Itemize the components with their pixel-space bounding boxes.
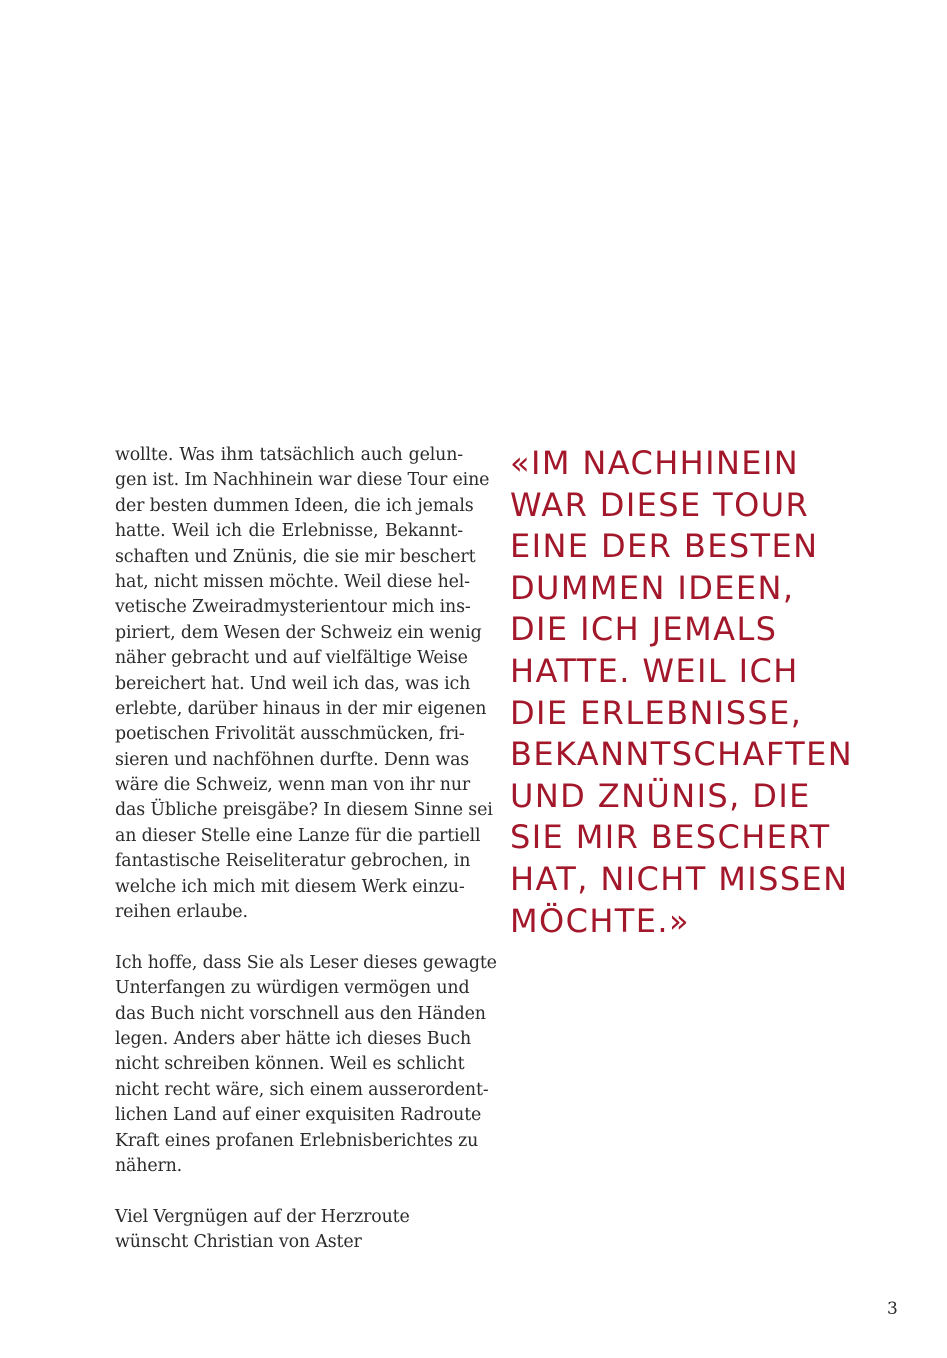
pull-quote-line: DIE ICH JEMALS <box>510 610 778 649</box>
paragraph-spacer <box>115 1179 463 1204</box>
text-line: wäre die Schweiz, wenn man von ihr nur <box>115 775 471 796</box>
paragraph-1 <box>115 443 493 925</box>
pull-quote-line: HATTE. WEIL ICH <box>510 651 799 690</box>
pull-quote-line: EINE DER BESTEN <box>510 527 819 566</box>
pull-quote-line: DUMMEN IDEEN, <box>510 568 795 607</box>
text-line: reihen erlaube. <box>115 902 248 923</box>
text-line: poetischen Frivolität ausschmücken, fri- <box>115 724 465 745</box>
pull-quote-line: WAR DIESE TOUR <box>510 485 810 524</box>
text-line: der besten dummen Ideen, die ich jemals <box>115 495 474 516</box>
body-text-column <box>115 443 497 1256</box>
pull-quote-line: DIE ERLEBNISSE, <box>510 693 803 732</box>
text-line: Viel Vergnügen auf der Herzroute <box>115 1206 410 1227</box>
text-line: welche ich mich mit diesem Werk einzu- <box>115 876 465 897</box>
text-line: das Buch nicht vorschnell aus den Händen <box>115 1003 486 1024</box>
text-line: sieren und nachföhnen durfte. Denn was <box>115 749 470 770</box>
pull-quote-line: MÖCHTE.» <box>510 901 690 940</box>
pull-quote-line: BEKANNTSCHAFTEN <box>510 735 854 774</box>
text-line: vetische Zweiradmysterientour mich ins- <box>115 597 471 618</box>
text-line: nähern. <box>115 1155 183 1176</box>
pull-quote <box>510 443 870 942</box>
text-line: nicht recht wäre, sich einem ausserordent- <box>115 1079 489 1100</box>
text-line: lichen Land auf einer exquisiten Radroute <box>115 1105 482 1126</box>
paragraph-2 <box>115 951 497 1180</box>
text-line: an dieser Stelle eine Lanze für die partiell <box>115 825 481 846</box>
text-line: das Übliche preisgäbe? In diesem Sinne sei <box>115 800 493 821</box>
text-line: nicht schreiben können. Weil es schlicht <box>115 1054 465 1075</box>
text-line: gen ist. Im Nachhinein war diese Tour eine <box>115 470 490 491</box>
pull-quote-line: HAT, NICHT MISSEN <box>510 859 849 898</box>
text-line: Ich hoffe, dass Sie als Leser dieses gewagte <box>115 952 497 973</box>
page-number: 3 <box>887 1299 898 1319</box>
text-line: legen. Anders aber hätte ich dieses Buch <box>115 1028 472 1049</box>
text-line: Kraft eines profanen Erlebnisberichtes zu <box>115 1130 479 1151</box>
pull-quote-line: «IM NACHHINEIN <box>510 444 800 482</box>
text-line: piriert, dem Wesen der Schweiz ein wenig <box>115 622 482 643</box>
pull-quote-line: SIE MIR BESCHERT <box>510 818 831 857</box>
text-line: wünscht Christian von Aster <box>115 1232 362 1253</box>
closing-signature <box>115 1205 463 1256</box>
text-line: erlebte, darüber hinaus in der mir eigenen <box>115 698 487 719</box>
text-line: wollte. Was ihm tatsächlich auch gelun- <box>115 445 463 465</box>
text-line: bereichert hat. Und weil ich das, was ich <box>115 673 471 694</box>
text-line: Unterfangen zu würdigen vermögen und <box>115 978 470 999</box>
text-line: hat, nicht missen möchte. Weil diese hel- <box>115 571 470 592</box>
text-line: näher gebracht und auf vielfältige Weise <box>115 648 468 669</box>
paragraph-spacer <box>115 925 463 950</box>
pull-quote-line: UND ZNÜNIS, DIE <box>510 776 811 815</box>
text-line: hatte. Weil ich die Erlebnisse, Bekannt- <box>115 521 463 542</box>
text-line: fantastische Reiseliteratur gebrochen, in <box>115 851 471 872</box>
text-line: schaften und Znünis, die sie mir beschert <box>115 546 476 567</box>
